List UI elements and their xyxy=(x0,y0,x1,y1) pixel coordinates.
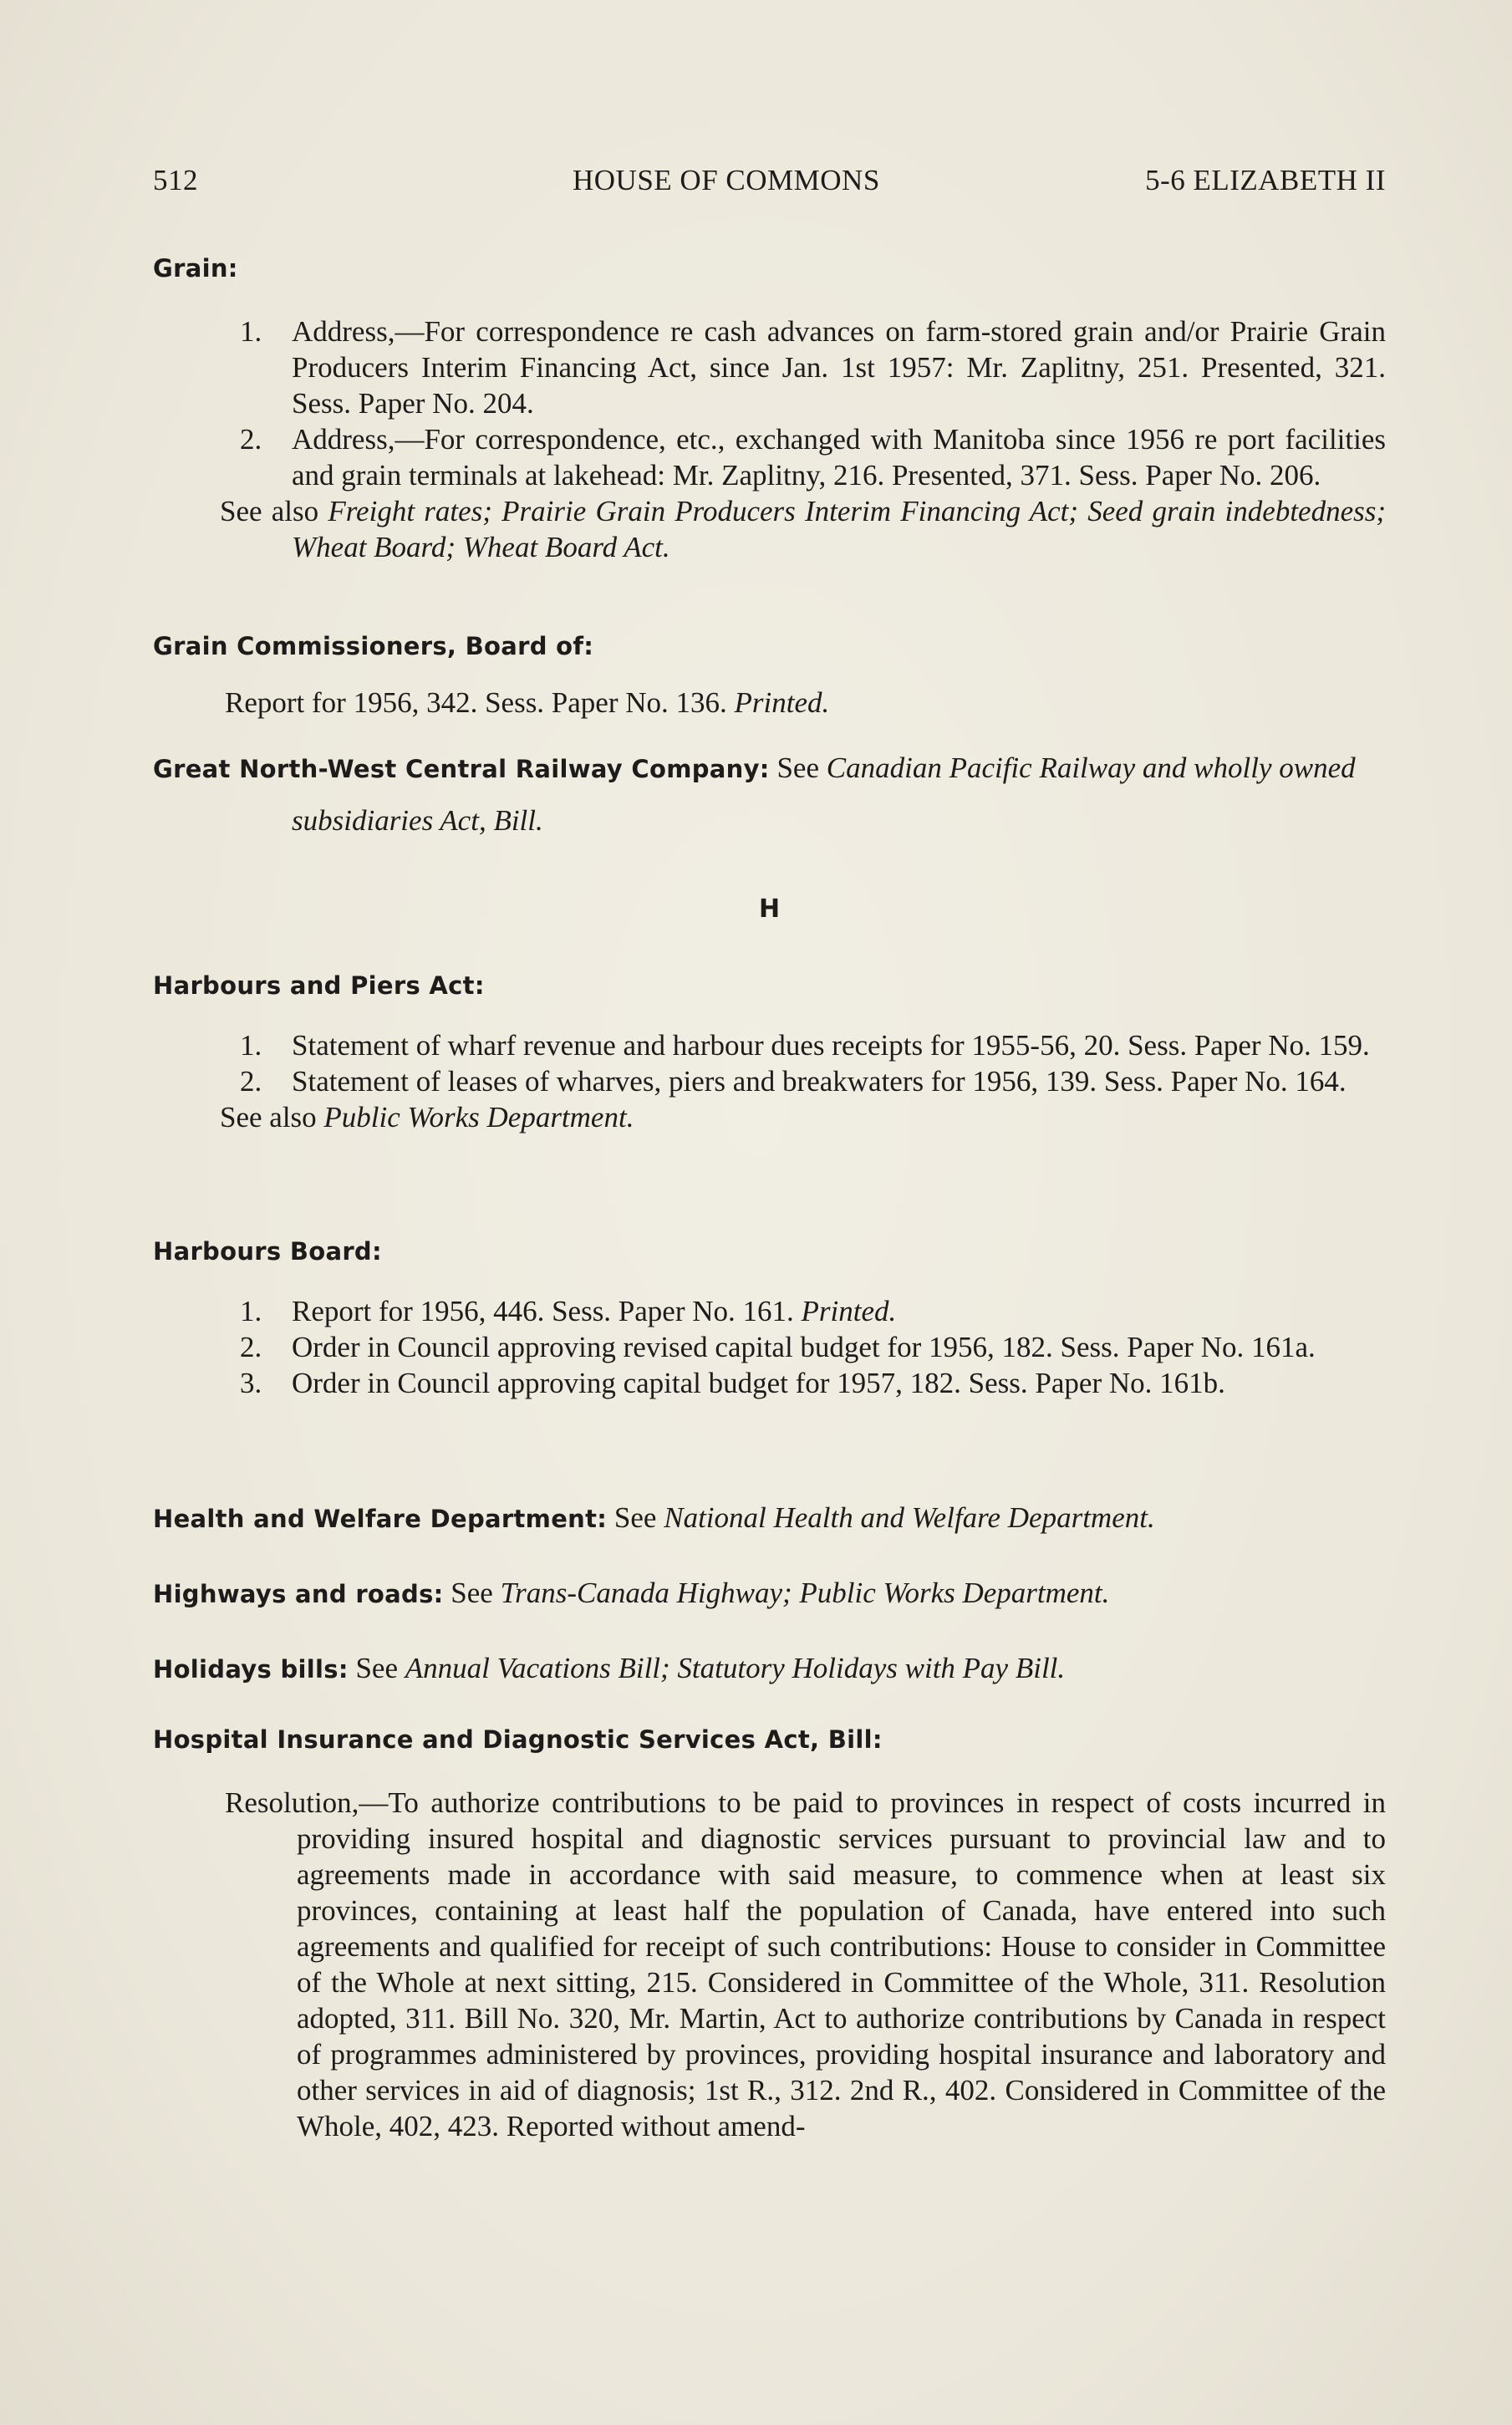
section-letter: H xyxy=(758,894,781,924)
see-also xyxy=(153,1099,1386,1135)
item-text: Report for 1956, 446. Sess. Paper No. 161. xyxy=(292,1295,794,1327)
see-also-prefix: See also xyxy=(220,495,319,527)
list-item xyxy=(153,1027,1386,1063)
list-item xyxy=(153,1063,1386,1099)
entry-paragraph: Resolution,—To authorize contributions to be paid to provinces in respect of costs incurred in providing insured hospital and diagnostic services pursuant to provincial law and to agreements made in accordance with said measure, to commence when at least six provinces, containing at least half the population of Canada, have entered into such agreements and qualified for receipt of such contributions: House to consider in Committee of the Whole at next sitting, 215. Considered in Committee of the Whole, 311. Resolution adopted, 311. Bill No. 320, Mr. Martin, Act to authorize contributions by Canada in respect of programmes administered by provinces, providing hospital insurance and laboratory and other services in aid of diagnosis; 1st R., 312. 2nd R., 402. Considered in Committee of the Whole, 402, 423. Reported without amend- xyxy=(225,1786,1386,2142)
item-number: 1. xyxy=(240,315,262,348)
entry-harbours-piers xyxy=(153,968,1386,1135)
see-prefix: See xyxy=(613,1501,657,1534)
list-item xyxy=(153,1365,1386,1401)
see-prefix: See xyxy=(776,751,819,784)
entry-line xyxy=(153,742,1386,847)
entry-heading: Harbours and Piers Act: xyxy=(153,971,485,1000)
item-number: 2. xyxy=(240,423,262,456)
see-prefix: See xyxy=(451,1577,493,1609)
item-number: 2. xyxy=(240,1065,262,1098)
item-text: Address,—For correspondence, etc., exchanged with Manitoba since 1956 re port facilities and grain terminals at lakehead: Mr. Zaplitny, 216. Presented, 371. Sess. Paper No. 206. xyxy=(292,423,1386,492)
entry-grain-commissioners xyxy=(153,629,1386,721)
see-ref: Canadian Pacific Railway and wholly owned subsidiaries Act, Bill. xyxy=(292,751,1356,837)
see-also xyxy=(153,493,1386,565)
entry-heading: Harbours Board: xyxy=(153,1237,382,1266)
entry-heading: Health and Welfare Department: xyxy=(153,1505,608,1533)
item-number: 1. xyxy=(240,1029,262,1062)
item-text: Statement of leases of wharves, piers and breakwaters for 1956, 139. Sess. Paper No. 164. xyxy=(292,1065,1347,1098)
entry-heading: Hospital Insurance and Diagnostic Services Act, Bill: xyxy=(153,1725,883,1754)
page-number: 512 xyxy=(153,164,198,196)
list-item xyxy=(153,1329,1386,1365)
list-item xyxy=(153,1293,1386,1329)
entry-grain xyxy=(153,251,1386,565)
entry-harbours-board xyxy=(153,1234,1386,1401)
item-number: 3. xyxy=(240,1367,262,1399)
item-number: 1. xyxy=(240,1295,262,1327)
entry-text: Report for 1956, 342. Sess. Paper No. 136. Printed. xyxy=(225,686,830,719)
printed-label: Printed. xyxy=(801,1295,897,1327)
item-text: Order in Council approving revised capital budget for 1956, 182. Sess. Paper No. 161a. xyxy=(292,1331,1316,1363)
entry-heading: Grain: xyxy=(153,254,238,283)
entry-highways xyxy=(153,1575,1386,1612)
entry-holidays xyxy=(153,1650,1386,1688)
entry-great-north-west xyxy=(153,742,1386,847)
list-item xyxy=(153,421,1386,493)
see-also-ref: Freight rates; Prairie Grain Producers Interim Financing Act; Seed grain indebtedness; Wheat Board; Wheat Board Act. xyxy=(292,495,1387,563)
session-label: 5-6 ELIZABETH II xyxy=(1145,164,1386,196)
entry-hospital-insurance xyxy=(153,1722,1386,2144)
list-item xyxy=(153,313,1386,421)
printed-label: Printed. xyxy=(734,686,830,719)
entry-heading: Highways and roads: xyxy=(153,1580,444,1608)
see-also-prefix: See also xyxy=(220,1101,317,1134)
see-prefix: See xyxy=(355,1652,399,1684)
see-also-ref: Public Works Department. xyxy=(323,1101,634,1134)
see-ref: National Health and Welfare Department. xyxy=(664,1501,1155,1534)
item-text: Address,—For correspondence re cash advances on farm-stored grain and/or Prairie Grain Producers Interim Financing Act, since Jan. 1st 1957: Mr. Zaplitny, 251. Presented, 321. Sess. Paper No. 204. xyxy=(292,315,1386,420)
see-ref: Trans-Canada Highway; Public Works Department. xyxy=(500,1577,1110,1609)
item-text: Order in Council approving capital budget for 1957, 182. Sess. Paper No. 161b. xyxy=(292,1367,1225,1399)
see-ref: Annual Vacations Bill; Statutory Holidays with Pay Bill. xyxy=(405,1652,1066,1684)
running-head xyxy=(153,164,1386,201)
item-number: 2. xyxy=(240,1331,262,1363)
entry-heading: Holidays bills: xyxy=(153,1655,349,1684)
item-text: Statement of wharf revenue and harbour dues receipts for 1955-56, 20. Sess. Paper No. 159. xyxy=(292,1029,1370,1062)
entry-heading: Grain Commissioners, Board of: xyxy=(153,632,594,660)
journal-title: HOUSE OF COMMONS xyxy=(573,164,880,196)
entry-health-welfare xyxy=(153,1500,1386,1537)
entry-heading: Great North-West Central Railway Company: xyxy=(153,755,770,783)
